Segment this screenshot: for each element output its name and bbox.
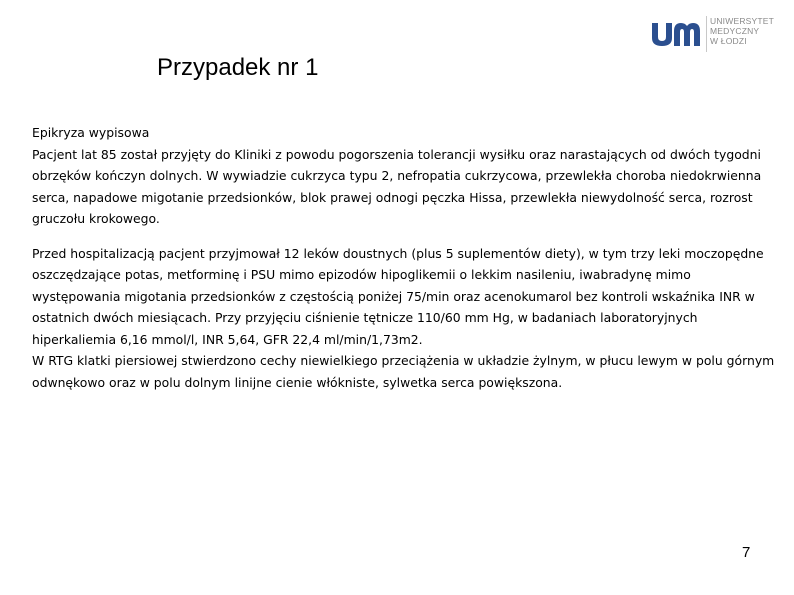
paragraph-xray: W RTG klatki piersiowej stwierdzono cechy niewielkiego przeciążenia w układzie żylnym, w płucu lewym w polu górnym odwnękowo oraz w polu dolnym linijne cienie włókniste, sylwetka serca powiększona. (32, 353, 775, 390)
paragraph-history: Pacjent lat 85 został przyjęty do Kliniki z powodu pogorszenia tolerancji wysiłku oraz narastających od dwóch tygodni obrzęków kończyn dolnych. W wywiadzie cukrzyca typu 2, nefropatia cukrzycowa, przewlekła choroba niedokrwienna serca, napadowe migotanie przedsionków, blok prawej odnogi pęczka Hissa, przewlekła niewydolność serca, rozrost gruczołu krokowego. (32, 146, 762, 226)
logo-line-3: W ŁODZI (710, 36, 747, 46)
logo-line-1: UNIWERSYTET (710, 16, 775, 26)
logo-text (710, 16, 790, 46)
paragraph-medications: Przed hospitalizacją pacjent przyjmował 12 leków doustnych (plus 5 suplementów diety), w tym trzy leki moczopędne oszczędzające potas, metforminę i PSU mimo epizodów hipoglikemii o lekkim nasileniu, iwabradynę mimo występowania migotania przedsionków z częstością poniżej 75/min oraz acenokumarol bez kontroli wskaźnika INR w ostatnich dwóch miesiącach. Przy przyjęciu ciśnienie tętnicze 110/60 mm Hg, w badaniach laboratoryjnych hiperkaliemia 6,16 mmol/l, INR 5,64, GFR 22,4 ml/min/1,73m2. (32, 245, 764, 347)
page-number: 7 (742, 544, 751, 561)
section-heading: Epikryza wypisowa (32, 125, 150, 140)
slide-body (32, 122, 777, 393)
university-logo (650, 14, 790, 54)
um-logo-mark-icon (650, 19, 702, 49)
logo-line-2: MEDYCZNY (710, 26, 760, 36)
logo-divider (706, 16, 707, 52)
slide-title: Przypadek nr 1 (157, 54, 319, 81)
